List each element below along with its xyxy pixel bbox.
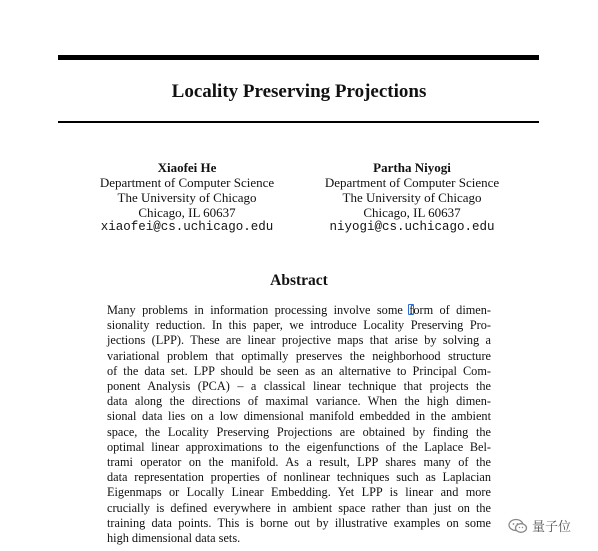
- abstract-heading: Abstract: [270, 272, 328, 289]
- author-name: Partha Niyogi: [373, 160, 451, 175]
- author-department: Department of Computer Science: [99, 175, 275, 190]
- abstract-line: sionality reduction. In this paper, we introduce Locality Preserving Pro-: [107, 318, 491, 333]
- abstract-line: trami operator on the manifold. As a result, LPP shares many of the: [107, 455, 491, 470]
- abstract-line: ponent Analysis (PCA) – a classical linear technique that projects the: [107, 379, 491, 394]
- abstract-line: data along the directions of maximal variance. When the high dimen-: [107, 394, 491, 409]
- paper-title: Locality Preserving Projections: [171, 81, 427, 102]
- author-department: Department of Computer Science: [324, 175, 500, 190]
- author-institution: The University of Chicago: [342, 190, 482, 205]
- author-block-1: [72, 160, 302, 235]
- text-cursor-icon: [408, 304, 414, 315]
- abstract-line: optimal linear approximations to the eigenfunctions of the Laplace Bel-: [107, 439, 491, 454]
- abstract-line: variational problem that optimally preserves the neighborhood structure: [107, 348, 491, 363]
- author-block-2: [297, 160, 527, 235]
- abstract-line: data representation properties of nonlinear techniques such as Laplacian: [107, 470, 491, 485]
- abstract-line: high dimensional data sets.: [107, 531, 241, 546]
- abstract-line: crucially is defined everywhere in ambient space rather than just on the: [107, 500, 491, 515]
- abstract-line: space, the Locality Preserving Projections are obtained by finding the: [107, 424, 491, 439]
- author-location: Chicago, IL 60637: [138, 205, 236, 220]
- title-rule-bottom: [58, 121, 539, 123]
- title-rule-top: [58, 55, 539, 60]
- abstract-text: [107, 303, 491, 546]
- abstract-line: sional data lies on a low dimensional manifold embedded in the ambient: [107, 409, 491, 424]
- author-email: niyogi@cs.uchicago.edu: [329, 220, 495, 234]
- author-email: xiaofei@cs.uchicago.edu: [100, 220, 274, 234]
- abstract-line: training data points. This is borne out by illustrative examples on some: [107, 515, 491, 530]
- abstract-line: Many problems in information processing involve some form of dimen-: [107, 303, 491, 317]
- watermark: [508, 516, 571, 535]
- author-name: Xiaofei He: [157, 160, 217, 175]
- abstract-line: Eigenmaps or Locally Linear Embedding. Yet LPP is linear and more: [107, 485, 491, 500]
- watermark-text: 量子位: [532, 520, 572, 535]
- author-location: Chicago, IL 60637: [363, 205, 461, 220]
- abstract-line: jections (LPP). These are linear projective maps that arise by solving a: [107, 333, 491, 348]
- wechat-icon: [508, 518, 528, 534]
- author-institution: The University of Chicago: [117, 190, 257, 205]
- abstract-line: of the data set. LPP should be seen as an alternative to Principal Com-: [107, 363, 491, 378]
